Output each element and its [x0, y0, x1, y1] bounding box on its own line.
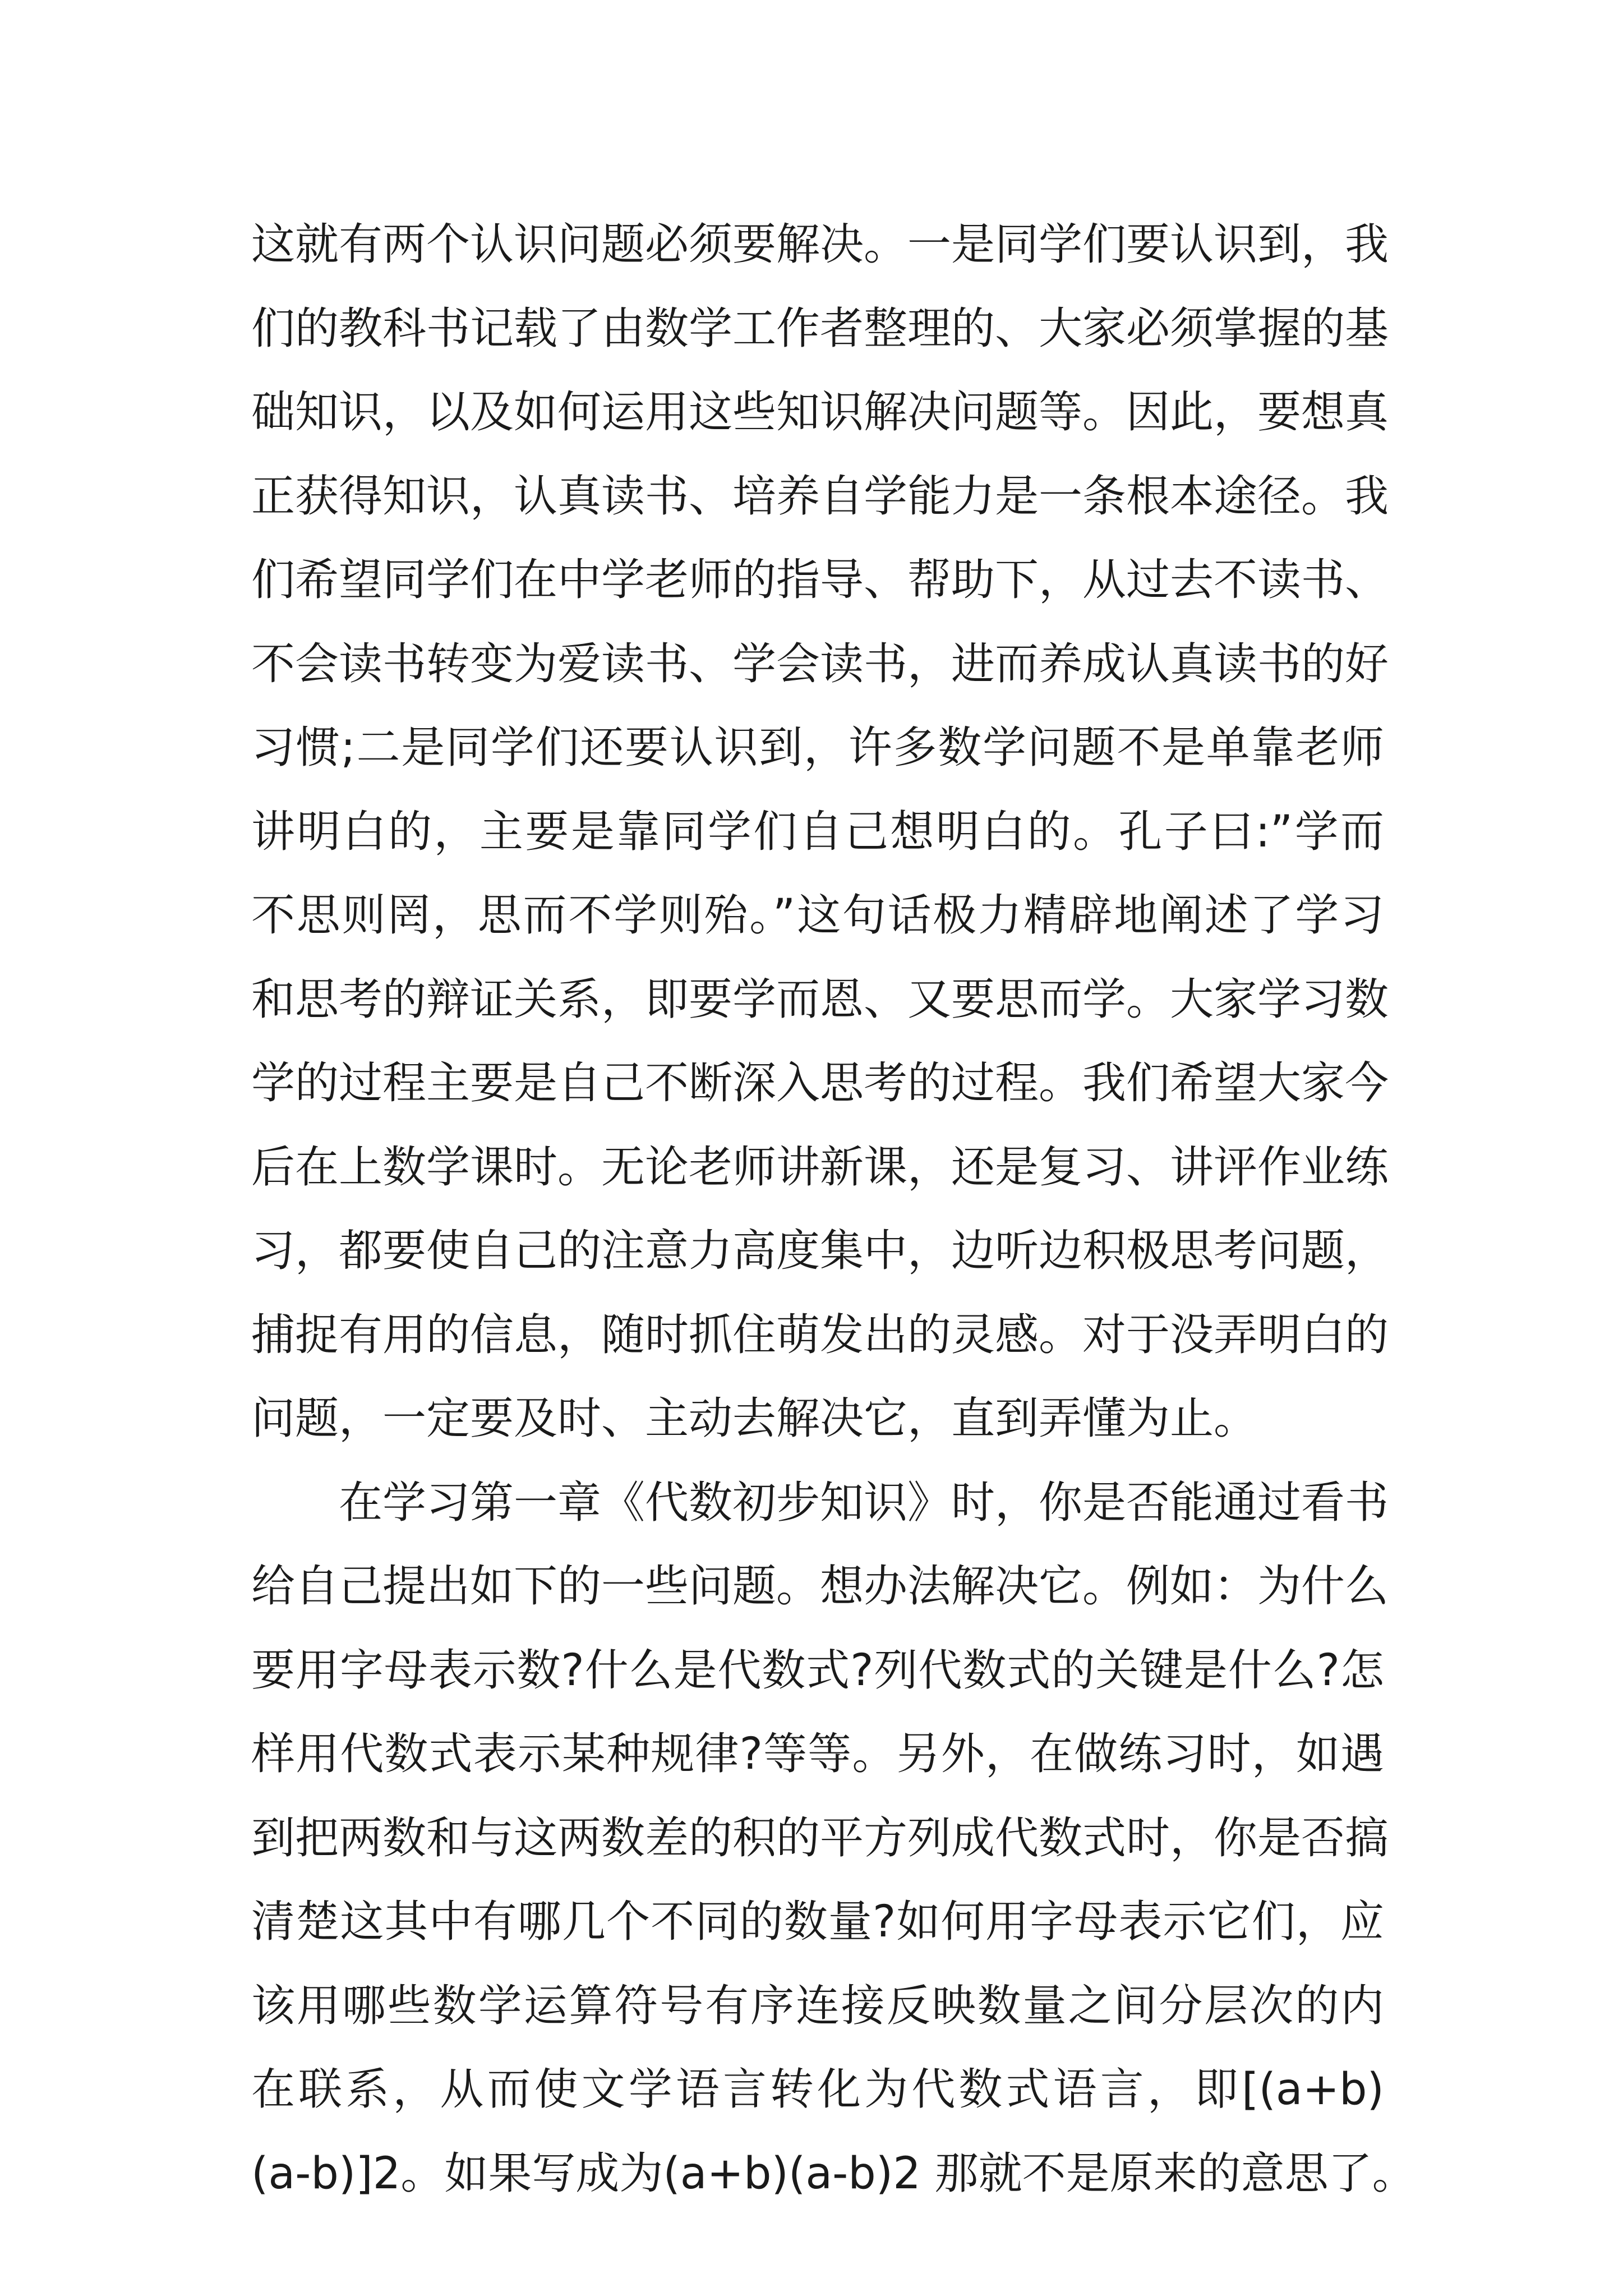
paragraph-1-line-3: 础知识，以及如何运用这些知识解决问题等。因此，要想真 [251, 387, 1389, 438]
paragraph-1-line-11: 学的过程主要是自己不断深入思考的过程。我们希望大家今 [251, 1058, 1389, 1108]
paragraph-2-line-3: 要用字母表示数?什么是代数式?列代数式的关键是什么?怎 [251, 1645, 1384, 1696]
paragraph-1-line-7: 习惯;二是同学们还要认识到，许多数学问题不是单靠老师 [251, 723, 1384, 773]
paragraph-1-line-9: 不思则罔，思而不学则殆。”这句话极力精辟地阐述了学习 [251, 890, 1384, 941]
paragraph-1-line-13: 习，都要使自己的注意力高度集中，边听边积极思考问题， [251, 1226, 1389, 1276]
paragraph-2-line-1: 在学习第一章《代数初步知识》时，你是否能通过看书 [339, 1477, 1389, 1528]
paragraph-1-line-5: 们希望同学们在中学老师的指导、帮助下，从过去不读书、 [251, 555, 1389, 605]
paragraph-2-line-8: 在联系，从而使文学语言转化为代数式语言，即[(a+b) [251, 2064, 1384, 2115]
paragraph-1-line-15: 问题，一定要及时、主动去解决它，直到弄懂为止。 [251, 1393, 1258, 1444]
paragraph-1-line-8: 讲明白的，主要是靠同学们自己想明白的。孔子曰:”学而 [251, 806, 1384, 857]
paragraph-2-line-6: 清楚这其中有哪几个不同的数量?如何用字母表示它们，应 [251, 1897, 1384, 1947]
paragraph-2-line-4: 样用代数式表示某种规律?等等。另外，在做练习时，如遇 [251, 1729, 1384, 1779]
paragraph-2-line-9: (a-b)]2。如果写成为(a+b)(a-b)2 那就不是原来的意思了。 [251, 2148, 1416, 2199]
paragraph-1-line-1: 这就有两个认识问题必须要解决。一是同学们要认识到，我 [251, 219, 1389, 270]
paragraph-1-line-6: 不会读书转变为爱读书、学会读书，进而养成认真读书的好 [251, 638, 1389, 689]
paragraph-2-line-2: 给自己提出如下的一些问题。想办法解决它。例如：为什么 [251, 1561, 1389, 1612]
body-text [251, 203, 1416, 2216]
paragraph-1-line-10: 和思考的辩证关系，即要学而恩、又要思而学。大家学习数 [251, 974, 1389, 1025]
paragraph-1-line-12: 后在上数学课时。无论老师讲新课，还是复习、讲评作业练 [251, 1142, 1389, 1193]
paragraph-1-line-4: 正获得知识，认真读书、培养自学能力是一条根本途径。我 [251, 471, 1389, 522]
paragraph-1-line-2: 们的教科书记载了由数学工作者整理的、大家必须掌握的基 [251, 303, 1389, 354]
paragraph-2-line-7: 该用哪些数学运算符号有序连接反映数量之间分层次的内 [251, 1980, 1384, 2031]
paragraph-2-line-5: 到把两数和与这两数差的积的平方列成代数式时，你是否搞 [251, 1812, 1389, 1864]
paragraph-1-line-14: 捕捉有用的信息，随时抓住萌发出的灵感。对于没弄明白的 [251, 1309, 1389, 1360]
